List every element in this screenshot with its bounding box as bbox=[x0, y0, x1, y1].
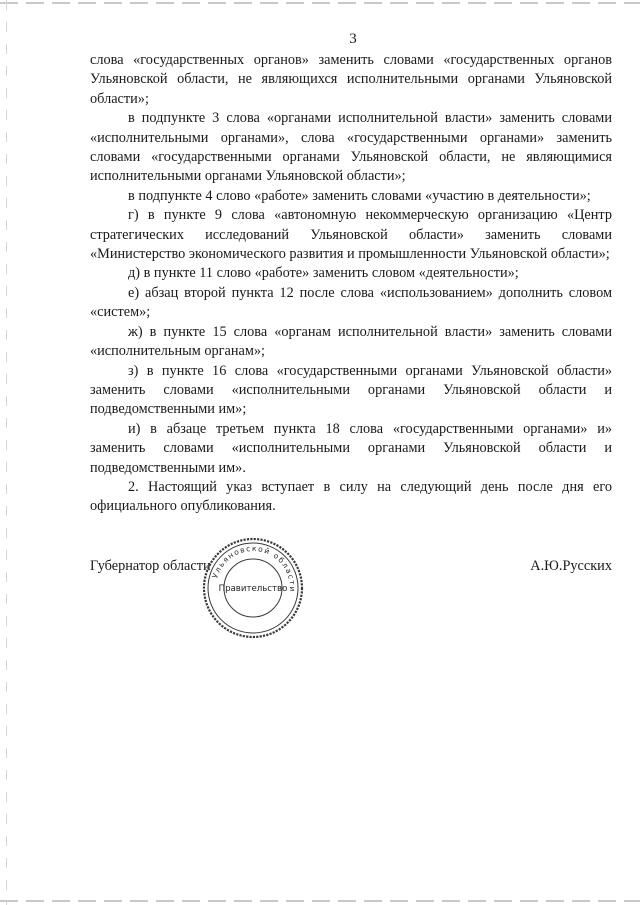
decree-body bbox=[90, 51, 612, 517]
paragraph-entry-into-force: 2. Настоящий указ вступает в силу на следующий день после дня его официального опубликования. bbox=[90, 478, 612, 515]
paragraph-item-z: з) в пункте 16 слова «государственными органами Ульяновской области» заменить словами «исполнительными органами Ульяновской области и подведомственными им»; bbox=[90, 362, 612, 418]
scan-border-bottom bbox=[0, 900, 640, 902]
signer-name: А.Ю.Русских bbox=[530, 558, 612, 574]
seal-center-text: Правительство bbox=[218, 584, 288, 594]
scan-border-top bbox=[0, 2, 640, 4]
paragraph-item-g: г) в пункте 9 слова «автономную некоммерческую организацию «Центр стратегических исследований Ульяновской области» заменить словами «Министерство экономического развития и промышленности Ульяновской области»; bbox=[90, 207, 612, 263]
official-seal bbox=[198, 533, 308, 643]
page-number: 3 bbox=[349, 31, 357, 47]
paragraph-item-d: д) в пункте 11 слово «работе» заменить словом «деятельности»; bbox=[128, 265, 519, 282]
paragraph-item-zh: ж) в пункте 15 слова «органам исполнительной власти» заменить словами «исполнительным органам»; bbox=[90, 323, 612, 360]
paragraph-item-e: е) абзац второй пункта 12 после слова «использованием» дополнить словом «систем»; bbox=[90, 284, 612, 321]
scan-border-left bbox=[6, 0, 7, 905]
seal-ring-text: Ульяновской области bbox=[210, 543, 298, 593]
paragraph-subitem-4: в подпункте 4 слово «работе» заменить словами «участию в деятельности»; bbox=[128, 187, 591, 204]
signature-block bbox=[90, 558, 612, 580]
signer-position: Губернатор области bbox=[90, 558, 211, 574]
paragraph-subitem-3: в подпункте 3 слова «органами исполнительной власти» заменить словами «исполнительными органами», слова «государственными органами» заменить словами «государственными органами Ульяновской области, не являющимися исполнительными органами Ульяновской области»; bbox=[90, 110, 612, 185]
paragraph-item-i: и) в абзаце третьем пункта 18 слова «государственными органами» и» заменить словами «исполнительными органами Ульяновской области и подведомственными им». bbox=[90, 420, 612, 476]
paragraph-continuation: слова «государственных органов» заменить словами «государственных органов Ульяновской области, не являющихся исполнительными органами Ульяновской области»; bbox=[90, 52, 612, 107]
